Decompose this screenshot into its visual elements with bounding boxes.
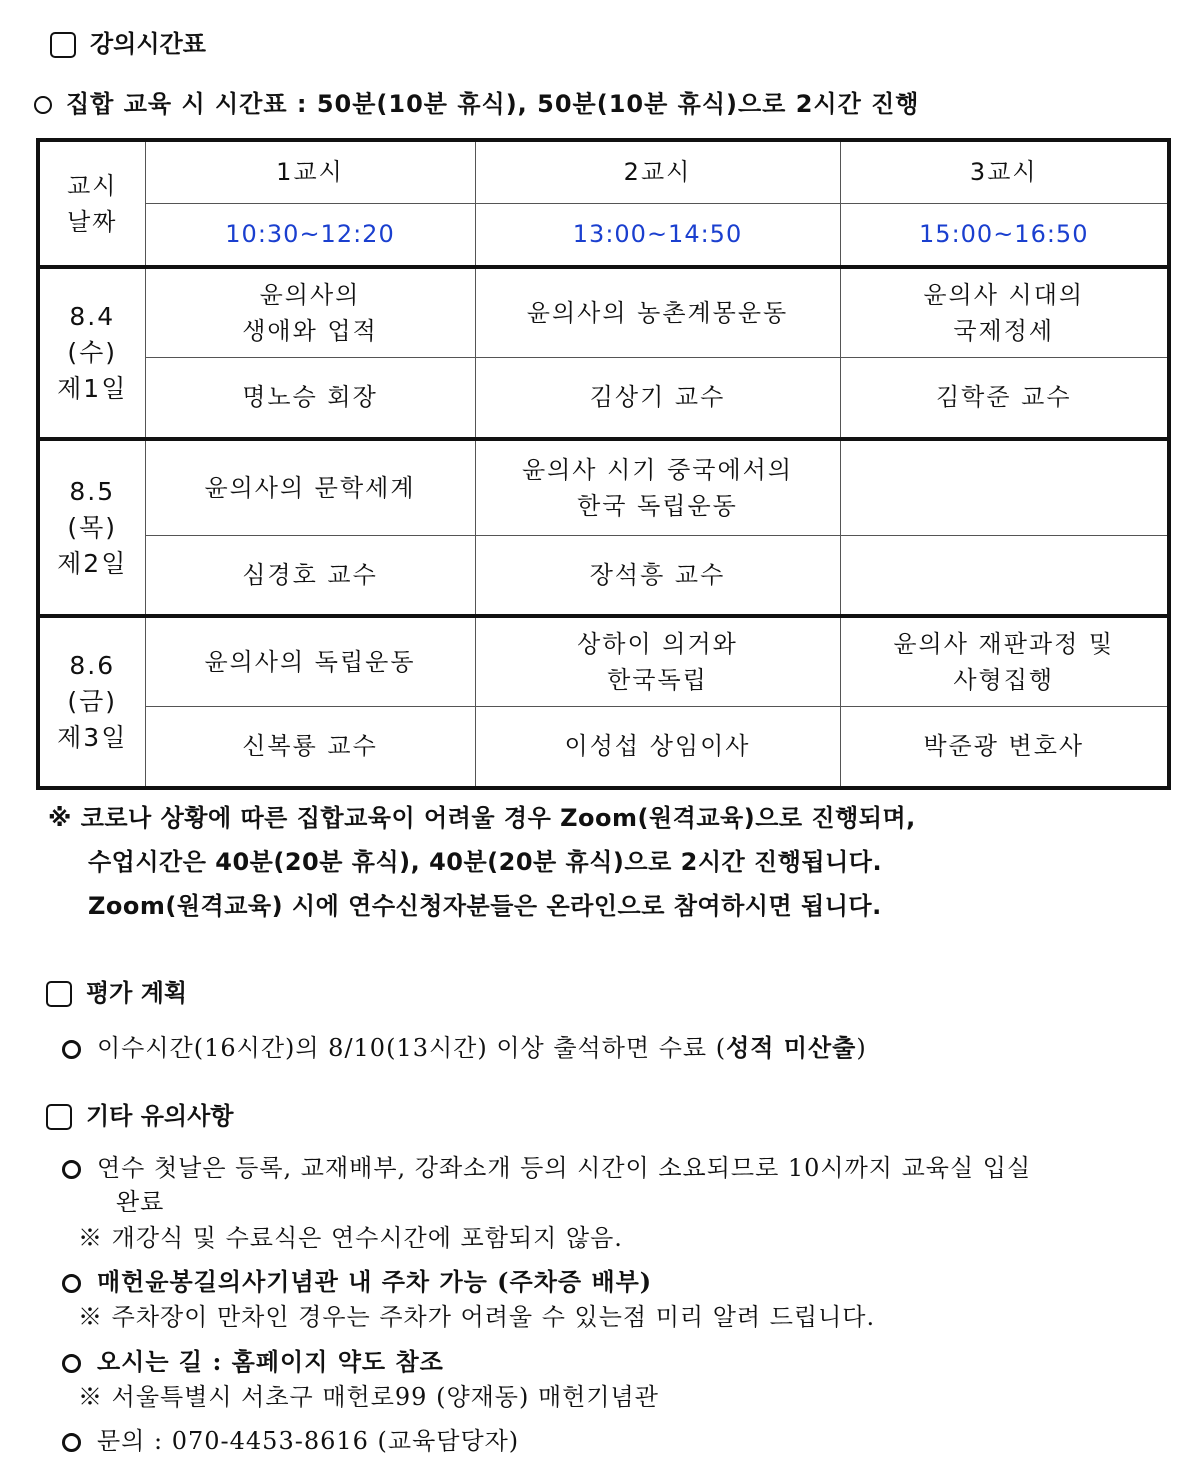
topic-line: 국제정세 <box>953 316 1055 345</box>
speaker-cell: 신복룡 교수 <box>145 706 475 788</box>
notes-item-3 <box>62 1342 444 1377</box>
circle-bullet-icon <box>62 1354 81 1373</box>
day-number: 제1일 <box>57 374 128 403</box>
notes-item-4 <box>62 1421 519 1456</box>
day-weekday: (금) <box>67 687 118 716</box>
day-date: 8.6 <box>69 651 116 680</box>
circle-bullet-icon <box>62 1040 81 1059</box>
zoom-note-line-2: 수업시간은 40분(20분 휴식), 40분(20분 휴식)으로 2시간 진행됩니다. <box>88 848 883 876</box>
topic-line: 생애와 업적 <box>242 316 378 345</box>
checkbox-square-icon <box>50 32 76 58</box>
topic-line: 윤의사의 독립운동 <box>204 647 416 676</box>
speaker-cell: 김학준 교수 <box>840 357 1169 439</box>
period-3-label: 3교시 <box>840 140 1169 203</box>
checkbox-square-icon <box>46 981 72 1007</box>
day-number: 제2일 <box>57 548 128 578</box>
circle-bullet-icon <box>62 1433 81 1452</box>
evaluation-bold-text: 성적 미산출 <box>726 1033 857 1062</box>
topic-line: 상하이 의거와 <box>577 629 738 658</box>
circle-bullet-icon <box>62 1274 81 1293</box>
corner-date-label: 날짜 <box>67 207 118 236</box>
period-1-label: 1교시 <box>145 140 475 203</box>
schedule-heading-text: 집합 교육 시 시간표 : 50분(10분 휴식), 50분(10분 휴식)으로 2시간 진행 <box>66 90 920 118</box>
speaker-cell: 이성섭 상임이사 <box>475 706 840 788</box>
topic-cell <box>475 267 840 357</box>
day-weekday: (수) <box>67 338 118 367</box>
notes-item-text: 오시는 길 : 홈페이지 약도 참조 <box>97 1347 444 1376</box>
evaluation-text-end: ) <box>856 1034 867 1062</box>
period-2-time: 13:00~14:50 <box>475 203 840 267</box>
topic-cell <box>840 439 1169 535</box>
topic-line: 한국독립 <box>607 665 708 694</box>
topic-cell <box>145 267 475 357</box>
notes-item-1-remark: ※ 개강식 및 수료식은 연수시간에 포함되지 않음. <box>78 1224 623 1252</box>
checkbox-square-icon <box>46 1104 72 1130</box>
topic-line: 윤의사의 <box>259 280 361 309</box>
topic-cell <box>475 616 840 706</box>
day-2-cell <box>38 439 145 616</box>
topic-line: 윤의사 시대의 <box>923 280 1085 309</box>
notes-item-text: 매헌윤봉길의사기념관 내 주차 가능 (주차증 배부) <box>97 1267 653 1296</box>
topic-line: 윤의사 재판과정 및 <box>893 629 1115 658</box>
speaker-cell: 심경호 교수 <box>145 535 475 616</box>
topic-line: 윤의사의 농촌계몽운동 <box>526 298 789 327</box>
speaker-cell: 장석흥 교수 <box>475 535 840 616</box>
zoom-note-line-1: ※ 코로나 상황에 따른 집합교육이 어려울 경우 Zoom(원격교육)으로 진행되며, <box>48 804 916 832</box>
corner-period-label: 교시 <box>67 171 118 200</box>
speaker-cell: 김상기 교수 <box>475 357 840 439</box>
speaker-cell: 명노승 회장 <box>145 357 475 439</box>
evaluation-text: 이수시간(16시간)의 8/10(13시간) 이상 출석하면 수료 ( <box>97 1034 727 1062</box>
section-header-notes <box>46 1096 233 1131</box>
day-weekday: (목) <box>67 512 118 542</box>
notes-item-1 <box>62 1148 1031 1183</box>
topic-cell <box>475 439 840 535</box>
section-header-timetable <box>50 24 206 59</box>
topic-line: 사형집행 <box>953 665 1055 694</box>
period-3-time: 15:00~16:50 <box>840 203 1169 267</box>
timetable <box>36 138 1171 790</box>
notes-item-3-remark: ※ 서울특별시 서초구 매헌로99 (양재동) 매헌기념관 <box>78 1383 659 1411</box>
day-number: 제3일 <box>57 723 128 752</box>
notes-item-1-line-2: 완료 <box>116 1188 165 1216</box>
day-1-cell <box>38 267 145 439</box>
evaluation-item <box>62 1028 867 1063</box>
schedule-heading <box>34 84 919 119</box>
topic-cell <box>145 439 475 535</box>
section-header-evaluation <box>46 973 187 1008</box>
section-title: 기타 유의사항 <box>86 1102 234 1130</box>
topic-line: 윤의사의 문학세계 <box>204 473 416 502</box>
speaker-cell <box>840 535 1169 616</box>
circle-bullet-icon <box>34 96 52 114</box>
zoom-note-line-3: Zoom(원격교육) 시에 연수신청자분들은 온라인으로 참여하시면 됩니다. <box>88 892 882 920</box>
topic-line: 윤의사 시기 중국에서의 <box>521 455 794 484</box>
topic-cell <box>840 267 1169 357</box>
section-title: 강의시간표 <box>90 30 206 58</box>
topic-cell <box>840 616 1169 706</box>
period-2-label: 2교시 <box>475 140 840 203</box>
speaker-cell: 박준광 변호사 <box>840 706 1169 788</box>
notes-item-2-remark: ※ 주차장이 만차인 경우는 주차가 어려울 수 있는점 미리 알려 드립니다. <box>78 1303 876 1331</box>
notes-item-text: 문의 : 070-4453-8616 (교육담당자) <box>97 1427 520 1455</box>
topic-cell <box>145 616 475 706</box>
day-date: 8.5 <box>69 476 116 506</box>
notes-item-text: 연수 첫날은 등록, 교재배부, 강좌소개 등의 시간이 소요되므로 10시까지 교육실 입실 <box>97 1154 1032 1182</box>
day-3-cell <box>38 616 145 788</box>
notes-item-2 <box>62 1262 652 1297</box>
section-title: 평가 계획 <box>86 979 188 1007</box>
day-date: 8.4 <box>69 302 116 331</box>
period-1-time: 10:30~12:20 <box>145 203 475 267</box>
topic-line: 한국 독립운동 <box>577 491 738 520</box>
circle-bullet-icon <box>62 1160 81 1179</box>
corner-header <box>38 140 145 267</box>
